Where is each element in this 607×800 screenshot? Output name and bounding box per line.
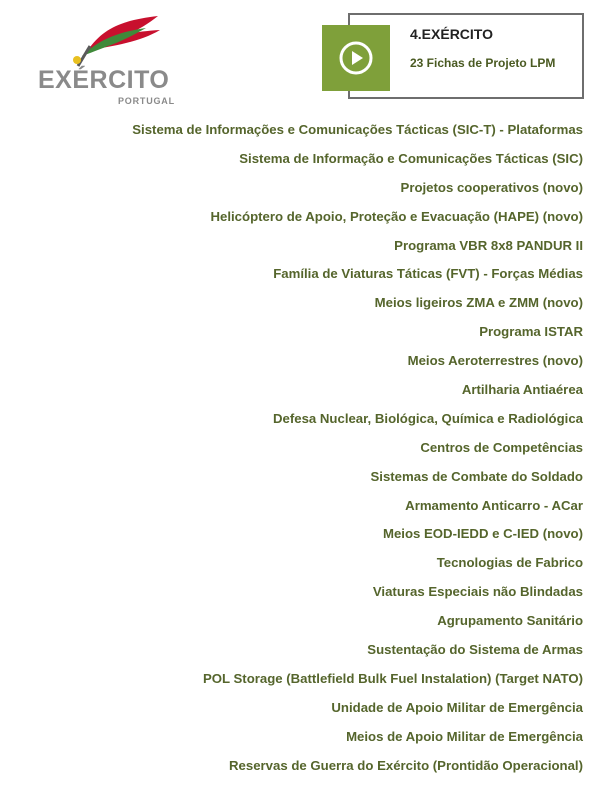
list-item[interactable]: Sustentação do Sistema de Armas: [367, 642, 583, 658]
list-item[interactable]: Tecnologias de Fabrico: [436, 555, 583, 571]
list-item[interactable]: Meios EOD-IEDD e C-IED (novo): [382, 526, 583, 542]
logo-subtitle: PORTUGAL: [118, 96, 175, 106]
list-item[interactable]: Unidade de Apoio Militar de Emergência: [331, 699, 583, 715]
list-item[interactable]: Meios ligeiros ZMA e ZMM (novo): [374, 295, 583, 311]
play-button[interactable]: [322, 25, 390, 91]
section-title: 4.EXÉRCITO: [410, 26, 493, 42]
list-item[interactable]: Centros de Competências: [420, 439, 583, 455]
list-item[interactable]: Projetos cooperativos (novo): [400, 179, 583, 195]
list-item[interactable]: Sistemas de Combate do Soldado: [370, 468, 583, 484]
exercito-logo: [38, 10, 175, 106]
section-subtitle: 23 Fichas de Projeto LPM: [410, 56, 556, 70]
list-item[interactable]: Helicóptero de Apoio, Proteção e Evacuação (HAPE) (novo): [210, 208, 583, 224]
list-item[interactable]: Artilharia Antiaérea: [461, 382, 583, 398]
list-item[interactable]: Programa ISTAR: [479, 324, 583, 340]
list-item[interactable]: Armamento Anticarro - ACar: [405, 497, 583, 513]
project-list: [132, 120, 583, 784]
list-item[interactable]: Reservas de Guerra do Exército (Prontidão Operacional): [229, 757, 583, 773]
list-item[interactable]: Sistema de Informações e Comunicações Tácticas (SIC-T) - Plataformas: [132, 122, 583, 137]
list-item[interactable]: Viaturas Especiais não Blindadas: [372, 584, 583, 600]
logo-wordmark: EXÉRCITO: [38, 66, 170, 94]
list-item[interactable]: Defesa Nuclear, Biológica, Química e Radiológica: [272, 410, 583, 426]
list-item[interactable]: Sistema de Informação e Comunicações Tácticas (SIC): [239, 150, 583, 166]
flag-emblem-icon: [68, 10, 168, 68]
play-circle-icon: [338, 40, 374, 76]
list-item[interactable]: Programa VBR 8x8 PANDUR II: [394, 237, 583, 253]
list-item[interactable]: Agrupamento Sanitário: [437, 613, 583, 629]
list-item[interactable]: POL Storage (Battlefield Bulk Fuel Instalation) (Target NATO): [202, 670, 583, 686]
list-item[interactable]: Meios de Apoio Militar de Emergência: [346, 728, 583, 744]
list-item[interactable]: Meios Aeroterrestres (novo): [407, 353, 583, 369]
list-item[interactable]: Família de Viaturas Táticas (FVT) - Forças Médias: [273, 266, 583, 282]
